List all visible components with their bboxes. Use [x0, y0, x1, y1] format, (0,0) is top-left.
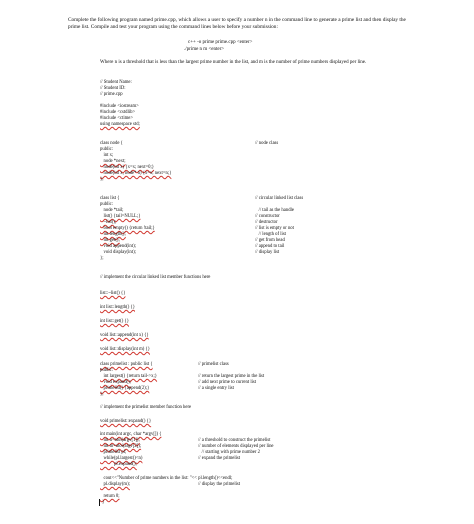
- student-name-comment: // Student Name:: [100, 80, 132, 85]
- code-comment: // primelist class: [198, 362, 229, 367]
- filename-comment: // prime.cpp: [100, 92, 123, 97]
- code-comment: // list is empty or not: [255, 226, 294, 231]
- code-line: };: [100, 256, 104, 261]
- intro-paragraph: Complete the following program named prime.cpp, which allows a user to specify a number n in the command line to generate a prime list and then display the prime list. Compile and test your program using the command lines below before your submission:: [68, 17, 406, 31]
- code-line: primelist() {append(2);}: [100, 386, 150, 391]
- code-comment: // get from head: [255, 238, 285, 243]
- code-line: class primelist : public list {: [100, 362, 153, 367]
- code-line: node *tail;: [100, 208, 124, 213]
- function-stub: list::~list() {}: [100, 291, 126, 296]
- code-line: int n=atoi(argv[1]);: [100, 438, 140, 443]
- code-line: bool empty() {return !tail;}: [100, 226, 155, 231]
- code-line: node(int x, node* n) {x=x; next=n;}: [100, 171, 172, 176]
- function-stub: int list::get() {}: [100, 319, 129, 324]
- code-line: return 0;: [100, 494, 120, 499]
- function-stub: void list::append(int x) {}: [100, 333, 149, 338]
- code-line: while(pl.largest()<n): [100, 456, 143, 461]
- code-line: int x;: [100, 153, 114, 158]
- code-line: public:: [100, 368, 114, 373]
- code-line: int get();: [100, 238, 120, 243]
- include-line: #include <ctime>: [100, 116, 134, 121]
- code-comment: // a threshold to construct the primelist: [198, 438, 271, 443]
- code-line: void expand();: [100, 380, 131, 385]
- code-comment: // constructor: [255, 214, 280, 219]
- where-paragraph: Where n is a threshold that is less than the largest prime number in the list, and m is the number of prime numbers displayed per line.: [100, 60, 367, 65]
- code-line: public:: [100, 147, 114, 152]
- code-line: primelist pl;: [100, 450, 127, 455]
- code-line: pl.expand();: [100, 462, 137, 467]
- code-line: node(int x) {x=x; next=0;}: [100, 165, 155, 170]
- code-comment: // append to tail: [255, 244, 285, 249]
- run-command: ./prime n m <enter>: [184, 47, 225, 52]
- code-comment: // return the largest prime in the list: [198, 374, 265, 379]
- code-line: class list {: [100, 196, 120, 201]
- code-line: int largest() {return tail->x;}: [100, 374, 158, 379]
- code-comment: // circular linked list class: [255, 196, 304, 201]
- code-comment: // tail as the handle: [255, 208, 294, 213]
- code-line: void append(int);: [100, 244, 136, 249]
- code-line: class node {: [100, 141, 123, 146]
- section-comment: // implement the circular linked list member functions here: [100, 275, 211, 280]
- code-comment: // a single entry list: [198, 386, 234, 391]
- code-line: cout<<"Number of prime numbers in the list: "<< pl.length()<<endl;: [100, 476, 233, 481]
- code-comment: // display list: [255, 250, 280, 255]
- include-line: #include <iostream>: [100, 104, 139, 109]
- code-line: };: [100, 177, 104, 182]
- function-stub: void primelist::expand() {}: [100, 419, 152, 424]
- code-line: public:: [100, 202, 114, 207]
- code-line: int m=atoi(argv[2]);: [100, 444, 142, 449]
- include-line: #include <cstdlib>: [100, 110, 136, 115]
- code-comment: // display the primelist: [198, 482, 241, 487]
- function-stub: int list::length() {}: [100, 305, 135, 310]
- code-comment: // length of list: [255, 232, 286, 237]
- code-line: pl.display(m);: [100, 482, 130, 487]
- text-cursor: [99, 499, 100, 506]
- code-comment: // node class: [255, 141, 279, 146]
- code-line: ~list();: [100, 220, 117, 225]
- using-namespace-line: using namespace std;: [100, 122, 140, 127]
- code-line: int length();: [100, 232, 126, 237]
- compile-command: c++ -o prime prime.cpp <enter>: [188, 40, 253, 45]
- function-stub: void list::display(int m) {}: [100, 347, 150, 352]
- code-comment: // starting with prime number 2: [198, 450, 260, 455]
- code-line: };: [100, 392, 104, 397]
- code-line: void display(int);: [100, 250, 136, 255]
- code-line: node *next;: [100, 159, 126, 164]
- section-comment: // implement the primelist member function here: [100, 405, 192, 410]
- code-comment: // expand the primelist: [198, 456, 241, 461]
- code-line: int main(int argc, char *argv[]) {: [100, 432, 162, 437]
- closing-brace: }: [102, 500, 105, 505]
- code-comment: // add next prime to current list: [198, 380, 257, 385]
- code-line: list() {tail=NULL;}: [100, 214, 141, 219]
- code-comment: // number of elements displayed per line: [198, 444, 274, 449]
- code-comment: // destructor: [255, 220, 278, 225]
- student-id-comment: // Student ID:: [100, 86, 126, 91]
